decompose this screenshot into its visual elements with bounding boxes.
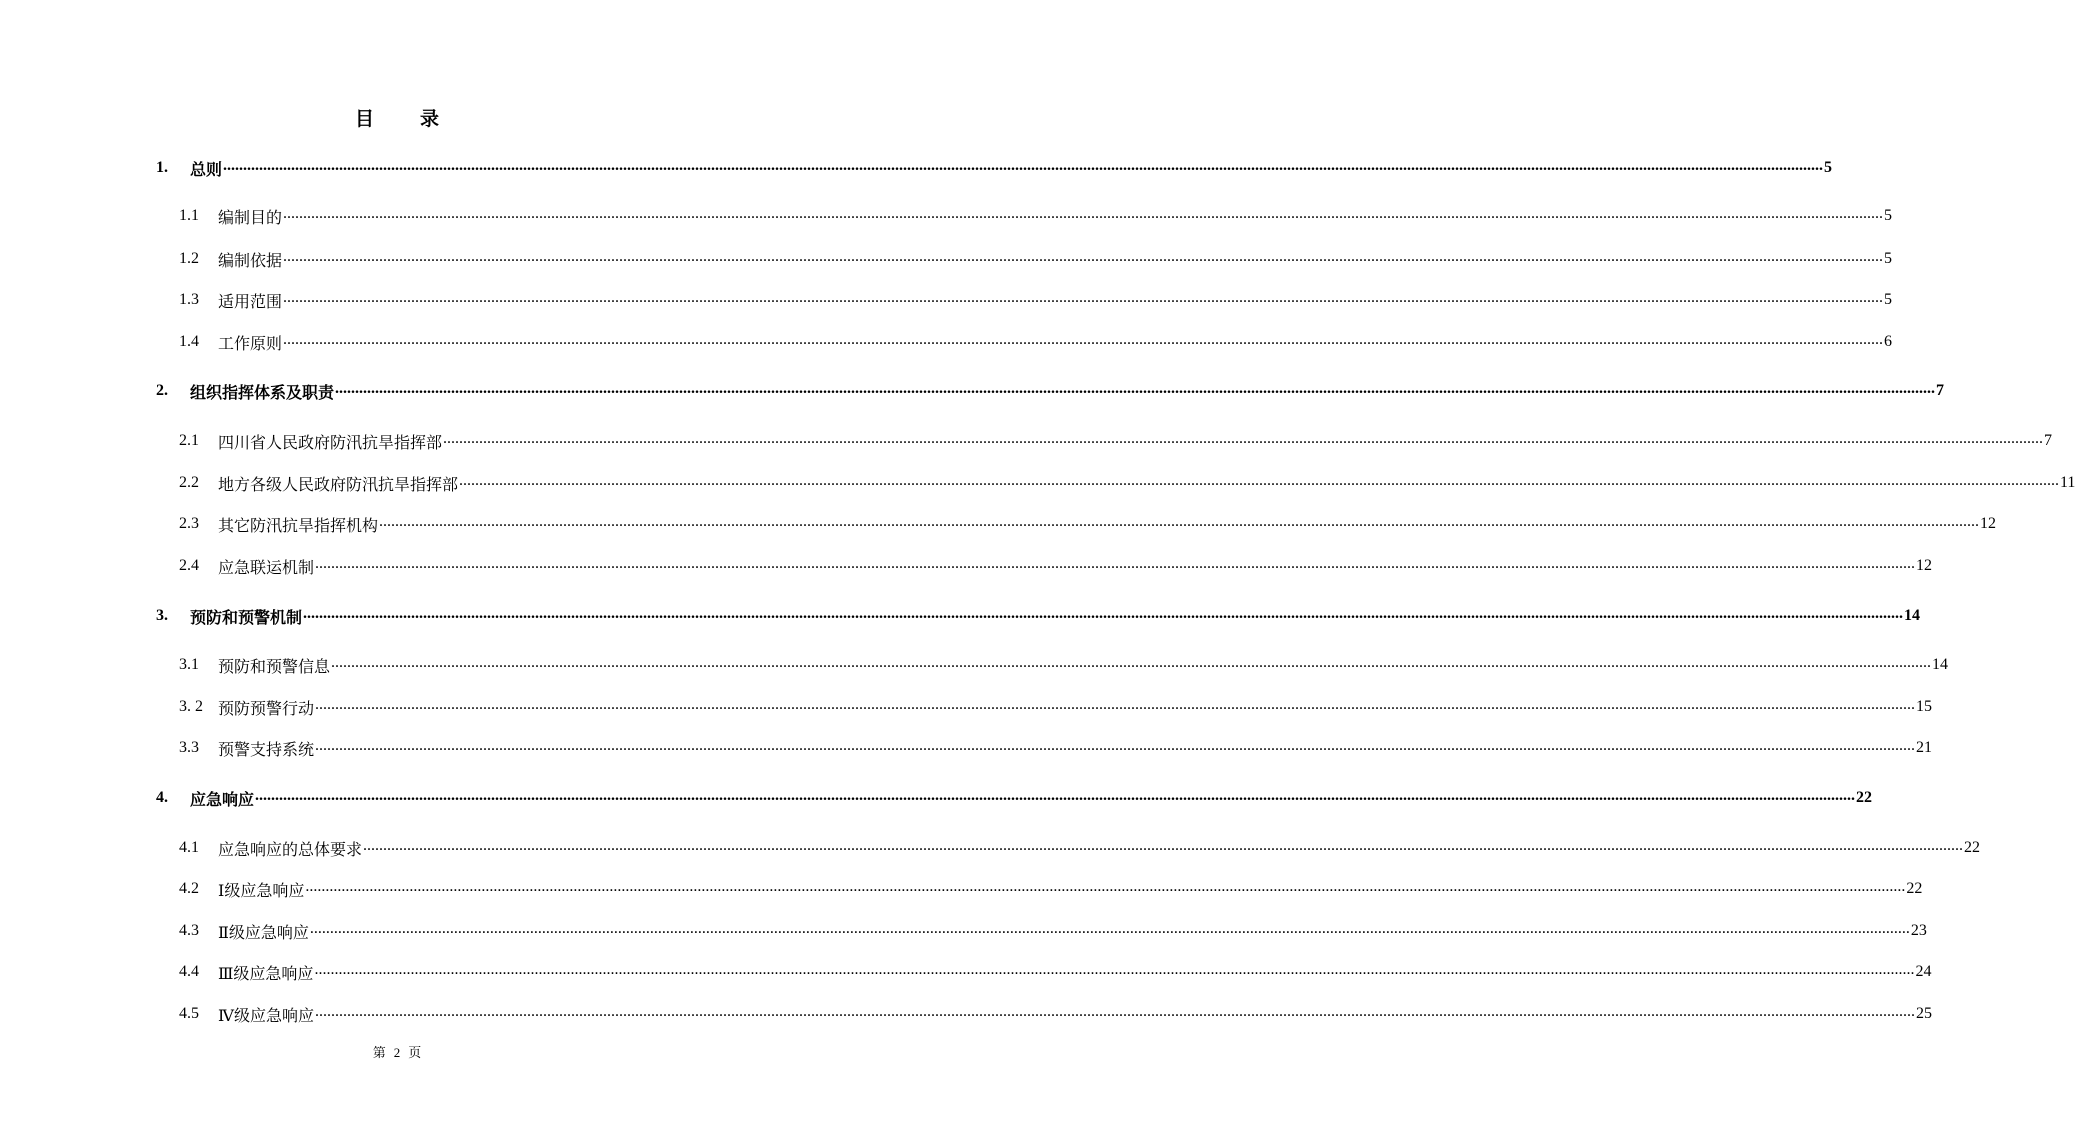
toc-entry-label: 预防和预警信息 — [218, 656, 331, 676]
toc-entry-page: 5 — [1884, 207, 1893, 224]
toc-entry-label: 工作原则 — [218, 333, 283, 353]
toc-entry[interactable] — [0, 694, 1933, 720]
footer-prefix: 第 — [372, 1046, 386, 1061]
toc-entry-page: 22 — [1964, 839, 1981, 856]
toc-entry-number: 2.2 — [179, 474, 199, 491]
toc-entry[interactable] — [0, 603, 1921, 629]
toc-entry[interactable] — [0, 287, 1893, 313]
toc-entry[interactable] — [0, 1001, 1932, 1027]
toc-entry-page: 6 — [1884, 333, 1893, 350]
toc-entry-page: 21 — [1916, 739, 1933, 756]
toc-entry[interactable] — [0, 553, 1933, 579]
toc-entry-number: 4.5 — [179, 1005, 199, 1022]
toc-entry[interactable] — [0, 735, 1933, 761]
toc-entry-label: 其它防汛抗旱指挥机构 — [218, 515, 379, 535]
toc-entry-page: 14 — [1932, 656, 1949, 673]
toc-entry-label: Ⅰ级应急响应 — [218, 880, 305, 900]
toc-dot-leader: ................................................................................................................................................................................................................................................................................................................................................................................................................ — [283, 248, 1884, 265]
toc-dot-leader: ................................................................................................................................................................................................................................................................................................................................................................................................................ — [315, 696, 1916, 713]
toc-dot-leader: ................................................................................................................................................................................................................................................................................................................................................................................................................ — [303, 605, 1904, 622]
toc-dot-leader: ................................................................................................................................................................................................................................................................................................................................................................................................................ — [315, 737, 1916, 754]
toc-entry-label: 编制目的 — [218, 207, 283, 227]
toc-entry-label: 总则 — [190, 159, 223, 179]
toc-entry[interactable] — [0, 652, 1949, 678]
toc-dot-leader: ................................................................................................................................................................................................................................................................................................................................................................................................................ — [309, 920, 1910, 937]
page-footer — [0, 1042, 794, 1061]
toc-entry-page: 12 — [1980, 515, 1997, 532]
toc-entry[interactable] — [0, 876, 1923, 902]
toc-dot-leader: ................................................................................................................................................................................................................................................................................................................................................................................................................ — [459, 472, 2060, 489]
toc-entry-number: 4. — [156, 789, 168, 806]
toc-entry-label: 地方各级人民政府防汛抗旱指挥部 — [218, 474, 459, 494]
toc-dot-leader: ................................................................................................................................................................................................................................................................................................................................................................................................................ — [283, 289, 1884, 306]
toc-entry-page: 7 — [1936, 382, 1945, 399]
toc-entry-number: 4.1 — [179, 839, 199, 856]
toc-entry[interactable] — [0, 329, 1893, 355]
toc-entry-page: 14 — [1904, 607, 1921, 624]
toc-entry-label: 编制依据 — [218, 250, 283, 270]
toc-entry[interactable] — [0, 246, 1893, 272]
toc-entry-number: 3. — [156, 607, 168, 624]
toc-entry[interactable] — [0, 378, 1945, 404]
toc-dot-leader: ................................................................................................................................................................................................................................................................................................................................................................................................................ — [305, 878, 1906, 895]
toc-entry-number: 4.2 — [179, 880, 199, 897]
toc-entry-label: Ⅱ级应急响应 — [218, 922, 309, 942]
toc-entry[interactable] — [0, 511, 1997, 537]
toc-entry[interactable] — [0, 155, 1833, 181]
toc-entry-label: 四川省人民政府防汛抗旱指挥部 — [218, 432, 443, 452]
toc-entry-page: 5 — [1884, 291, 1893, 308]
toc-dot-leader: ................................................................................................................................................................................................................................................................................................................................................................................................................ — [363, 837, 1964, 854]
toc-dot-leader: ................................................................................................................................................................................................................................................................................................................................................................................................................ — [315, 555, 1916, 572]
footer-suffix: 页 — [408, 1046, 422, 1061]
toc-entry-label: 应急联运机制 — [218, 557, 315, 577]
toc-entry-page: 7 — [2044, 432, 2053, 449]
toc-entry-label: 应急响应 — [190, 789, 255, 809]
toc-entry-page: 23 — [1910, 922, 1927, 939]
toc-entry-number: 1.4 — [179, 333, 199, 350]
toc-entry-label: Ⅳ级应急响应 — [218, 1005, 314, 1025]
toc-entry-page: 11 — [2060, 474, 2075, 491]
toc-entry-label: 应急响应的总体要求 — [218, 839, 363, 859]
toc-entry-page: 5 — [1824, 159, 1833, 176]
toc-entry-label: 预防和预警机制 — [190, 607, 303, 627]
toc-title-char-1: 目 — [354, 108, 374, 130]
toc-dot-leader: ................................................................................................................................................................................................................................................................................................................................................................................................................ — [255, 787, 1856, 804]
toc-entry-page: 22 — [1906, 880, 1923, 897]
toc-entry-number: 1.1 — [179, 207, 199, 224]
toc-dot-leader: ................................................................................................................................................................................................................................................................................................................................................................................................................ — [223, 157, 1824, 174]
toc-dot-leader: ................................................................................................................................................................................................................................................................................................................................................................................................................ — [283, 331, 1884, 348]
toc-entry-page: 25 — [1916, 1005, 1932, 1022]
footer-page-number: 2 — [393, 1045, 401, 1060]
toc-dot-leader: ................................................................................................................................................................................................................................................................................................................................................................................................................ — [283, 205, 1884, 222]
toc-title — [0, 104, 794, 131]
toc-dot-leader: ................................................................................................................................................................................................................................................................................................................................................................................................................ — [335, 380, 1936, 397]
toc-entry-label: 预警支持系统 — [218, 739, 315, 759]
toc-entry[interactable] — [0, 203, 1893, 229]
toc-dot-leader: ................................................................................................................................................................................................................................................................................................................................................................................................................ — [443, 430, 2044, 447]
toc-entry[interactable] — [0, 835, 1981, 861]
toc-entry-page: 12 — [1916, 557, 1933, 574]
toc-entry-number: 3. 2 — [179, 698, 203, 715]
toc-entry-number: 3.3 — [179, 739, 199, 756]
toc-dot-leader: ................................................................................................................................................................................................................................................................................................................................................................................................................ — [331, 654, 1932, 671]
toc-entry-number: 4.4 — [179, 963, 199, 980]
toc-entry[interactable] — [0, 959, 1932, 985]
toc-entry-page: 22 — [1856, 789, 1873, 806]
toc-entry-number: 2. — [156, 382, 168, 399]
toc-dot-leader: ................................................................................................................................................................................................................................................................................................................................................................................................................ — [315, 1003, 1915, 1020]
toc-entry-number: 1.2 — [179, 250, 199, 267]
toc-entry-label: 适用范围 — [218, 291, 283, 311]
toc-entry[interactable] — [0, 470, 2075, 496]
toc-entry-number: 2.4 — [179, 557, 199, 574]
toc-entry-page: 15 — [1916, 698, 1933, 715]
toc-entry-number: 2.3 — [179, 515, 199, 532]
toc-entry-number: 4.3 — [179, 922, 199, 939]
toc-entry-page: 24 — [1915, 963, 1932, 980]
toc-dot-leader: ................................................................................................................................................................................................................................................................................................................................................................................................................ — [314, 961, 1915, 978]
toc-entry-label: 组织指挥体系及职责 — [190, 382, 335, 402]
toc-entry-label: Ⅲ级应急响应 — [218, 963, 314, 983]
toc-title-char-2: 录 — [420, 108, 440, 130]
toc-entry-number: 1. — [156, 159, 168, 176]
toc-entry-number: 2.1 — [179, 432, 199, 449]
toc-dot-leader: ................................................................................................................................................................................................................................................................................................................................................................................................................ — [379, 513, 1980, 530]
toc-entry[interactable] — [0, 785, 1873, 811]
toc-entry-number: 3.1 — [179, 656, 199, 673]
toc-entry-page: 5 — [1884, 250, 1893, 267]
toc-entry[interactable] — [0, 428, 2053, 454]
toc-entry[interactable] — [0, 918, 1927, 944]
toc-entry-label: 预防预警行动 — [218, 698, 315, 718]
toc-entry-number: 1.3 — [179, 291, 199, 308]
